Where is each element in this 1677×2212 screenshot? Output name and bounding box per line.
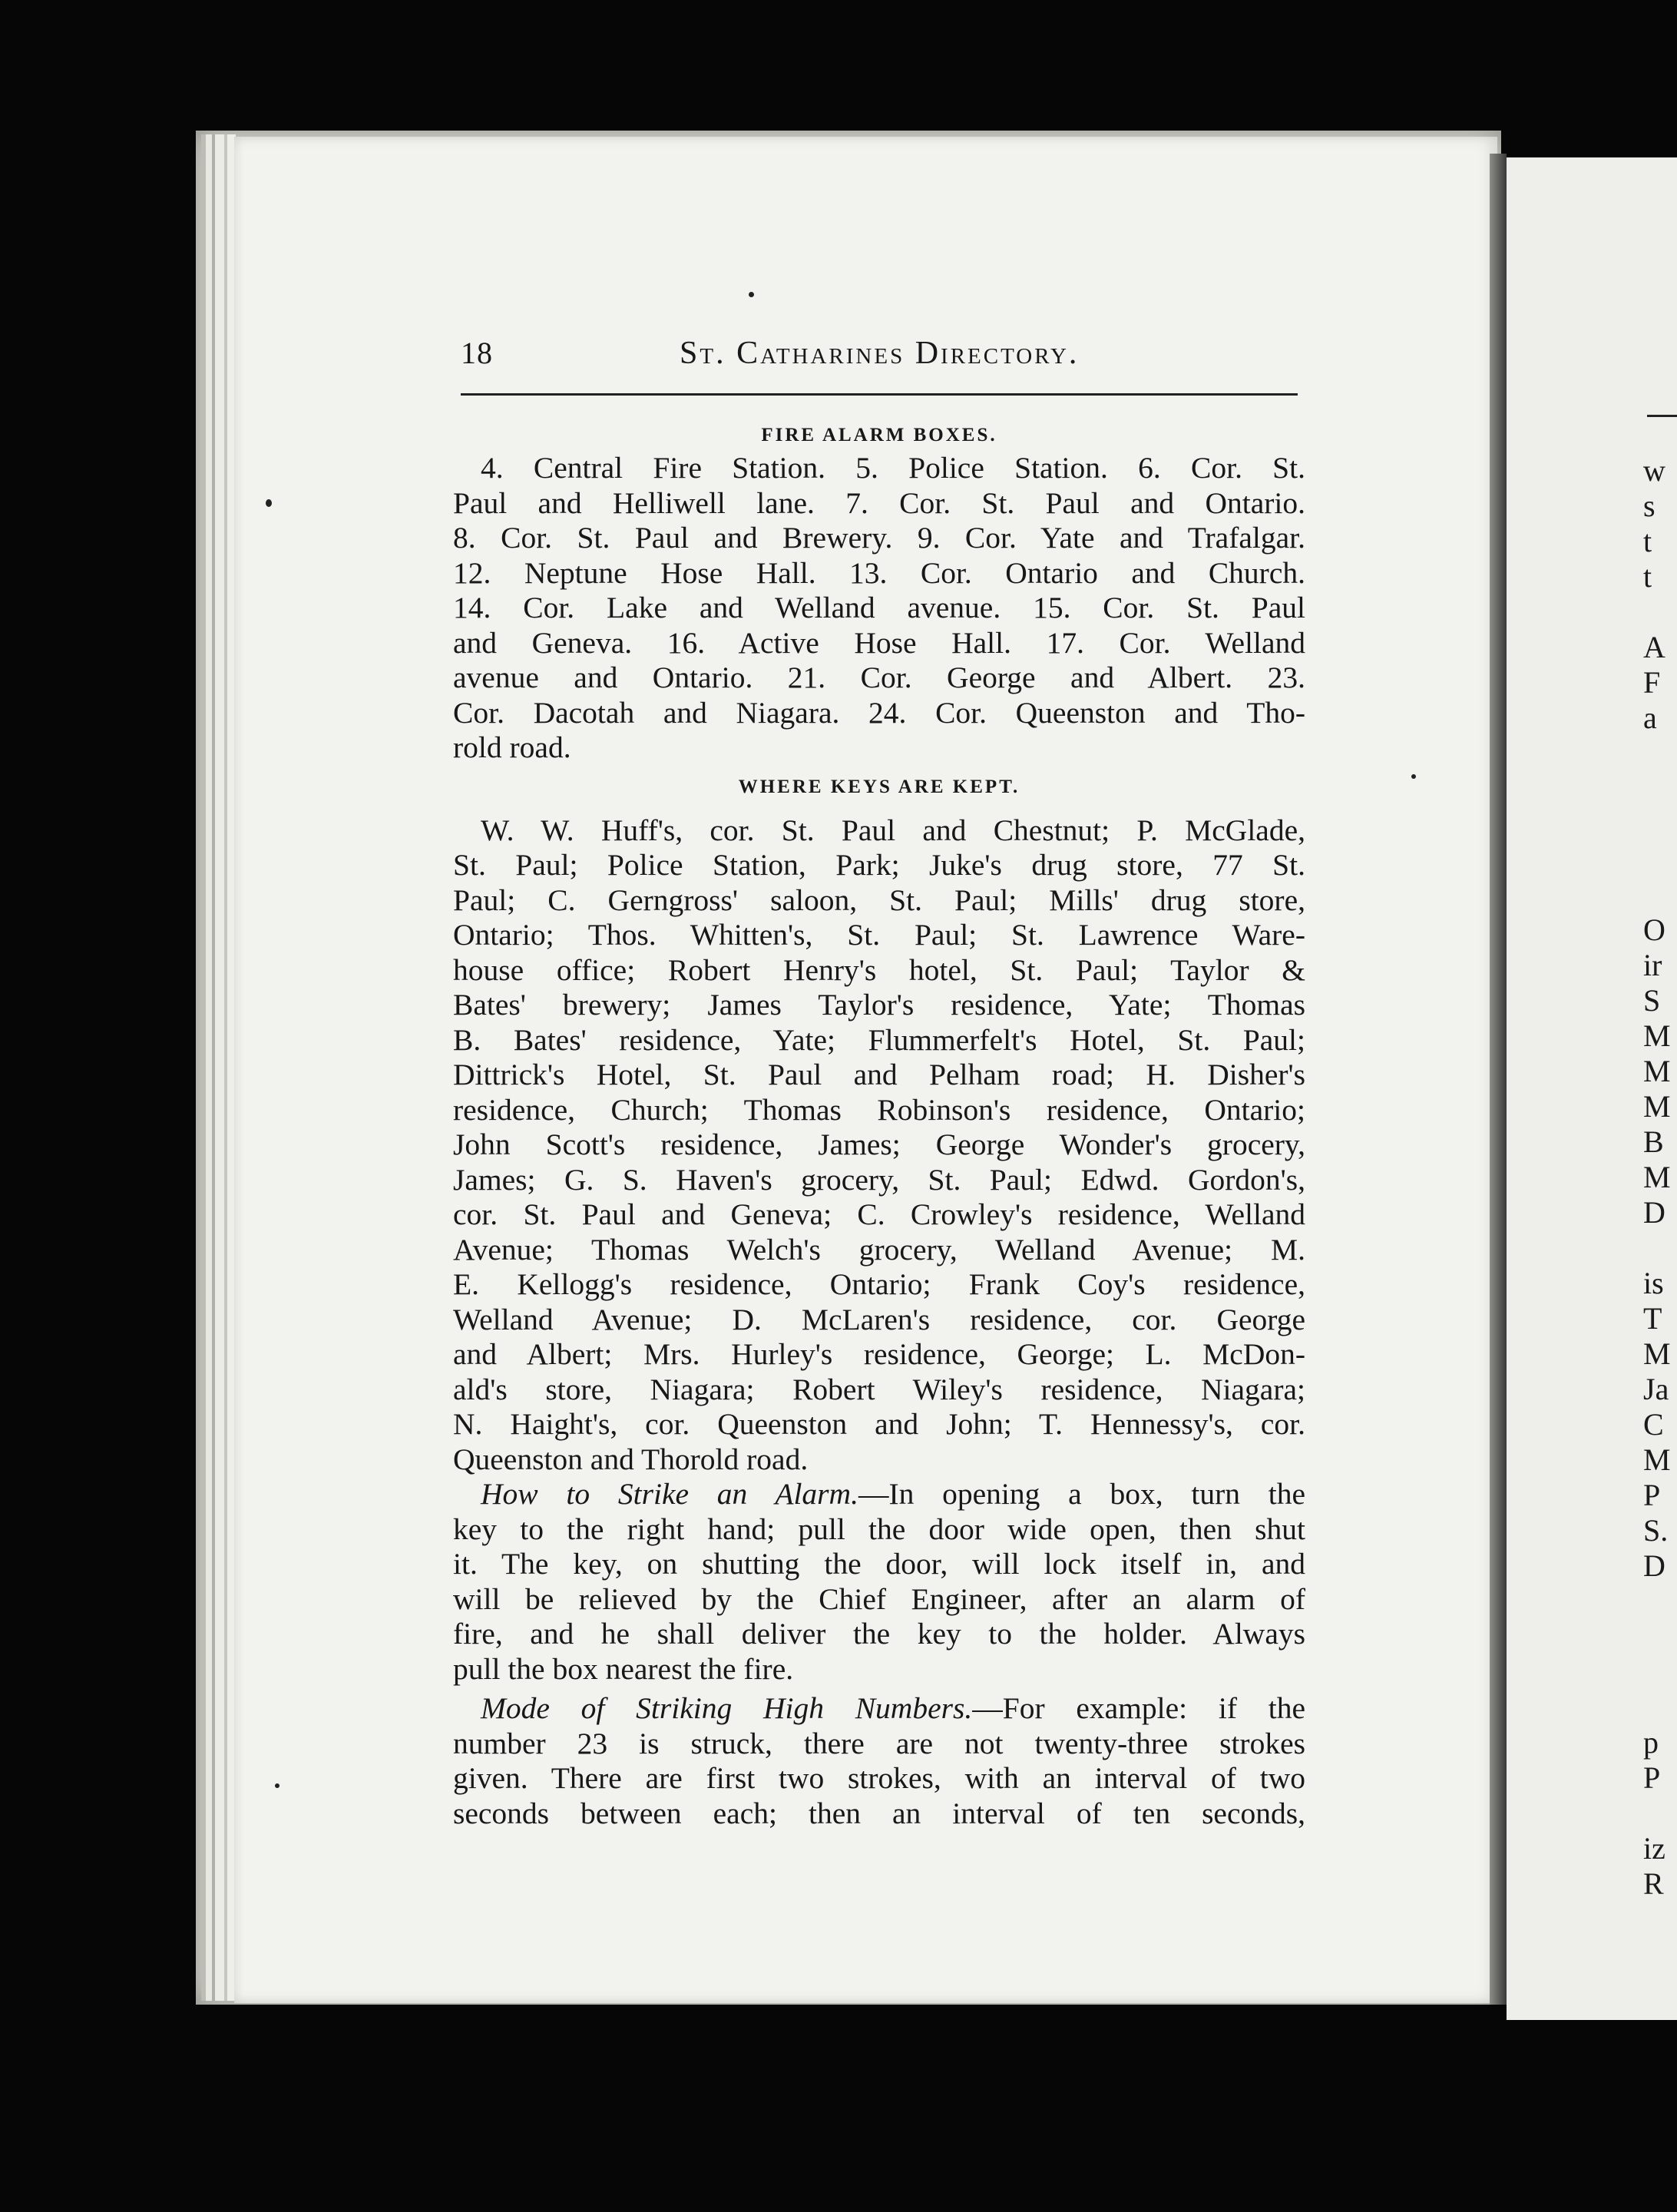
facing-page-fragment (1643, 806, 1677, 842)
facing-page-fragment: D (1643, 1548, 1665, 1583)
text-line: number 23 is struck, there are not twenty-three strokes (453, 1726, 1305, 1760)
mode-of-striking-text (453, 1691, 1305, 1831)
how-to-strike-text (453, 1477, 1305, 1687)
facing-page-fragment (1643, 594, 1677, 630)
where-keys-are-kept-text (453, 813, 1305, 1478)
text-line (453, 1691, 1305, 1727)
text-line: E. Kellogg's residence, Ontario; Frank Coy's residence, (453, 1267, 1305, 1301)
facing-page-fragment: t (1643, 524, 1652, 558)
running-head (453, 330, 1305, 376)
facing-page-fragment: M (1643, 1018, 1671, 1053)
facing-page-rule (1647, 415, 1677, 417)
text-line: John Scott's residence, James; George Wonder's grocery, (453, 1128, 1305, 1161)
text-line: Dittrick's Hotel, St. Paul and Pelham road; H. Disher's (453, 1058, 1305, 1091)
facing-page-fragment: P (1643, 1478, 1661, 1512)
page-edges (201, 134, 236, 2001)
facing-page-fragment (1643, 771, 1677, 806)
facing-page-fragment: S (1643, 983, 1661, 1018)
section-heading-where-keys-are-kept: WHERE KEYS ARE KEPT. (738, 776, 1020, 797)
text-line: 4. Central Fire Station. 5. Police Station. 6. Cor. St. (481, 451, 1305, 485)
text-line (453, 1477, 1305, 1512)
text-line: Ontario; Thos. Whitten's, St. Paul; St. Lawrence Ware- (453, 918, 1305, 952)
text-line: given. There are first two strokes, with an interval of two (453, 1761, 1305, 1795)
facing-page-fragment (1643, 842, 1677, 877)
facing-page-fragment: O (1643, 912, 1665, 947)
text-line: James; G. S. Haven's grocery, St. Paul; Edwd. Gordon's, (453, 1162, 1305, 1197)
facing-page-fragment: s (1643, 488, 1656, 523)
mode-of-striking-first-line: —For example: if the (972, 1691, 1305, 1725)
facing-page-fragment: S. (1643, 1513, 1669, 1548)
text-line: Cor. Dacotah and Niagara. 24. Cor. Queenston and Tho- (453, 695, 1305, 730)
facing-page-fragment (1643, 1690, 1677, 1725)
facing-page-fragment: p (1643, 1725, 1659, 1760)
mode-of-striking-title: Mode of Striking High Numbers. (481, 1691, 973, 1725)
facing-page-fragment: R (1643, 1866, 1664, 1901)
text-line: key to the right hand; pull the door wide open, then shut (453, 1512, 1305, 1546)
text-line: Bates' brewery; James Taylor's residence, Yate; Thomas (453, 988, 1305, 1022)
text-line: St. Paul; Police Station, Park; Juke's drug store, 77 St. (453, 848, 1305, 882)
how-to-strike-title: How to Strike an Alarm. (481, 1477, 858, 1511)
facing-page-fragment (1643, 1796, 1677, 1831)
book-gutter (1490, 154, 1507, 2005)
facing-page-fragment (1643, 736, 1677, 771)
facing-page-fragment (1643, 1230, 1677, 1266)
text-line: Queenston and Thorold road. (453, 1442, 809, 1476)
text-line: N. Haight's, cor. Queenston and John; T. Hennessy's, cor. (453, 1407, 1305, 1441)
facing-page-fragment: M (1643, 1160, 1671, 1194)
facing-page-fragment: F (1643, 665, 1661, 700)
text-line: cor. St. Paul and Geneva; C. Crowley's residence, Welland (453, 1197, 1305, 1231)
fire-alarm-boxes-text (453, 451, 1305, 766)
facing-page-fragment: M (1643, 1054, 1671, 1088)
facing-page-fragment: w (1643, 453, 1665, 488)
running-title: St. Catharines Directory. (680, 336, 1080, 371)
text-line: B. Bates' residence, Yate; Flummerfelt's Hotel, St. Paul; (453, 1022, 1305, 1057)
facing-page-fragment: D (1643, 1195, 1665, 1230)
facing-page-fragment (1643, 1619, 1677, 1654)
facing-page-fragment (1643, 1584, 1677, 1619)
text-line: and Albert; Mrs. Hurley's residence, George; L. McDon- (453, 1337, 1305, 1371)
facing-page-fragment: a (1643, 700, 1657, 735)
facing-page-fragment: iz (1643, 1831, 1665, 1866)
facing-page-fragment (1643, 1654, 1677, 1690)
facing-page-fragment: C (1643, 1407, 1664, 1442)
facing-page-fragment: is (1643, 1266, 1664, 1300)
text-line: residence, Church; Thomas Robinson's residence, Ontario; (453, 1092, 1305, 1127)
page-number: 18 (461, 336, 493, 370)
facing-page-fragment: A (1643, 630, 1665, 664)
facing-page-text (1643, 453, 1677, 1902)
header-rule (461, 393, 1298, 396)
text-line: 12. Neptune Hose Hall. 13. Cor. Ontario and Church. (453, 555, 1305, 590)
text-line: rold road. (453, 730, 571, 764)
text-line: Avenue; Thomas Welch's grocery, Welland Avenue; M. (453, 1232, 1305, 1267)
facing-page-fragment: M (1643, 1442, 1671, 1477)
text-line: and Geneva. 16. Active Hose Hall. 17. Cor. Welland (453, 625, 1305, 660)
facing-page-fragment: M (1643, 1089, 1671, 1124)
text-line: fire, and he shall deliver the key to the holder. Always (453, 1617, 1305, 1651)
text-line: pull the box nearest the fire. (453, 1651, 794, 1686)
text-line: Welland Avenue; D. McLaren's residence, cor. George (453, 1302, 1305, 1336)
text-line: Paul and Helliwell lane. 7. Cor. St. Paul and Ontario. (453, 485, 1305, 520)
facing-page-fragment: t (1643, 559, 1652, 594)
text-line: house office; Robert Henry's hotel, St. Paul; Taylor & (453, 952, 1305, 987)
text-line: seconds between each; then an interval of ten seconds, (453, 1796, 1305, 1830)
facing-page-fragment: P (1643, 1760, 1661, 1795)
section-heading-fire-alarm-boxes: FIRE ALARM BOXES. (761, 425, 997, 445)
text-line: 14. Cor. Lake and Welland avenue. 15. Cor. St. Paul (453, 591, 1305, 624)
text-line: will be relieved by the Chief Engineer, after an alarm of (453, 1581, 1305, 1616)
page-content (453, 330, 1305, 1831)
text-line: 8. Cor. St. Paul and Brewery. 9. Cor. Yate and Trafalgar. (453, 521, 1305, 555)
text-line: it. The key, on shutting the door, will lock itself in, and (453, 1547, 1305, 1581)
text-line: avenue and Ontario. 21. Cor. George and Albert. 23. (453, 661, 1305, 694)
text-line: Paul; C. Gerngross' saloon, St. Paul; Mills' drug store, (453, 882, 1305, 917)
text-line: W. W. Huff's, cor. St. Paul and Chestnut; P. McGlade, (481, 813, 1305, 847)
facing-page-fragment (1643, 877, 1677, 912)
facing-page-fragment: Ja (1643, 1372, 1669, 1406)
facing-page-fragment: T (1643, 1301, 1662, 1336)
facing-page-fragment: ir (1643, 948, 1662, 982)
text-line: ald's store, Niagara; Robert Wiley's residence, Niagara; (453, 1372, 1305, 1406)
how-to-strike-first-line: —In opening a box, turn the (858, 1477, 1305, 1511)
facing-page-fragment: B (1643, 1124, 1664, 1159)
facing-page-fragment: M (1643, 1336, 1671, 1371)
